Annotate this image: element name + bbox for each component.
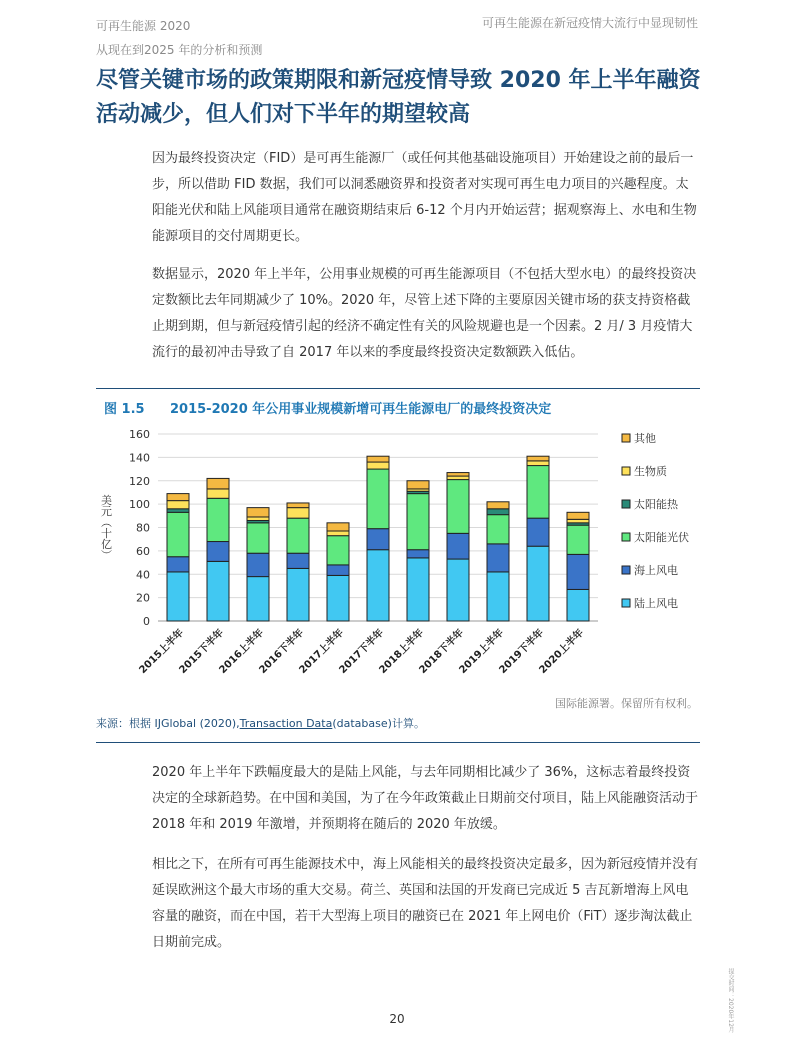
bar-segment [447,473,469,477]
bar-segment [247,577,269,621]
x-tick-label: 2015下半年 [177,627,227,677]
bar-segment [167,557,189,572]
figure-source [96,715,425,731]
bar-segment [447,559,469,621]
bar-segment [327,523,349,531]
y-tick-label: 60 [136,544,150,558]
bar-segment [527,518,549,546]
paragraph-4: 相比之下，在所有可再生能源技术中，海上风能相关的最终投资决定最多，因为新冠疫情并没有延误欧洲这个最大市场的重大交易。荷兰、英国和法国的开发商已完成近 5 吉瓦新增海上风电容量的融资，而在中国，若干大型海上项目的融资已在 2021 年上网电价（FiT）逐步淘汰截止日期前完成。 [152,857,699,950]
bar-segment [367,456,389,462]
bar-segment [527,546,549,621]
figure-number: 图 1.5 [104,402,145,417]
source-link[interactable]: Transaction Data [239,717,333,730]
legend-swatch [622,599,630,607]
x-tick-label: 2019上半年 [457,627,507,677]
bar-segment [567,589,589,621]
bar-segment [367,550,389,621]
bar-segment [407,481,429,489]
y-tick-label: 40 [136,568,150,582]
y-tick-label: 80 [136,521,150,535]
paragraph-3: 2020 年上半年下跌幅度最大的是陆上风能，与去年同期相比减少了 36%，这标志着最终投资决定的全球新趋势。在中国和美国，为了在今年政策截止日期前交付项目，陆上风能融资活动于 2018 年和 2019 年激增，并预期将在随后的 2020 年放缓。 [152,765,699,832]
bar-segment [207,542,229,562]
legend-label: 生物质 [634,465,667,478]
running-header-right: 可再生能源在新冠疫情大流行中显现韧性 [481,16,698,30]
bar-segment [487,515,509,544]
y-tick-label: 20 [136,591,150,605]
bar-segment [567,512,589,519]
bar-segment [447,533,469,559]
x-tick-label: 2017上半年 [297,627,347,677]
bar-segment [487,502,509,509]
bar-segment [287,508,309,519]
bar-segment [247,553,269,576]
bar-segment [247,517,269,521]
bar-segment [567,554,589,589]
bar-segment [567,525,589,554]
paragraph-1: 因为最终投资决定（FID）是可再生能源厂（或任何其他基础设施项目）开始建设之前的最后一步，所以借助 FID 数据，我们可以洞悉融资界和投资者对实现可再生电力项目的兴趣程度。太阳能光伏和陆上风能项目通常在融资期结束后 6-12 个月内开始运营；据观察海上、水电和生物能源项目的交付周期更长。 [152,151,697,244]
bar-segment [447,480,469,534]
legend-swatch [622,434,630,442]
bar-segment [327,531,349,536]
report-subtitle: 从现在到2025 年的分析和预测 [96,43,263,57]
bar-segment [327,575,349,621]
figure-bottom-rule [96,742,700,743]
bar-segment [287,503,309,508]
running-header-left [96,14,262,62]
bar-segment [167,509,189,513]
bar-segment [247,508,269,517]
legend-label: 其他 [634,432,656,445]
bar-segment [527,456,549,461]
bar-segment [207,478,229,489]
bar-segment [487,544,509,572]
bar-segment [527,466,549,519]
source-suffix: (database)计算。 [332,717,425,730]
bar-segment [287,518,309,553]
bar-segment [407,494,429,550]
legend-label: 陆上风电 [634,597,678,610]
x-tick-label: 2017下半年 [337,627,387,677]
bar-segment [167,512,189,556]
bar-segment [287,553,309,568]
bar-segment [207,498,229,541]
y-tick-label: 120 [129,474,150,488]
bar-segment [407,558,429,621]
y-tick-label: 160 [129,428,150,441]
bar-segment [247,523,269,553]
bar-segment [367,529,389,550]
x-tick-label: 2018上半年 [377,627,427,677]
bar-segment [447,476,469,480]
y-tick-label: 100 [129,498,150,512]
source-prefix: 来源：根据 IJGlobal (2020), [96,717,240,730]
page-number: 20 [389,1012,405,1026]
legend-label: 太阳能光伏 [634,531,689,544]
bar-segment [167,494,189,501]
figure-top-rule [96,388,700,389]
bar-segment [487,509,509,515]
figure-title: 2015-2020 年公用事业规模新增可再生能源电厂的最终投资决定 [170,402,552,417]
legend-label: 太阳能热 [634,498,678,511]
report-title: 可再生能源 2020 [96,19,191,33]
bar-segment [167,501,189,509]
bar-segment [567,519,589,523]
y-tick-label: 140 [129,451,150,465]
bar-segment [527,461,549,466]
x-tick-label: 2016下半年 [257,627,307,677]
bar-segment [167,572,189,621]
x-tick-label: 2016上半年 [217,627,267,677]
section-title: 尽管关键市场的政策期限和新冠疫情导致 2020 年上半年融资活动减少，但人们对下半年的期望较高 [96,68,701,127]
bar-segment [207,489,229,498]
bar-segment [287,568,309,621]
x-tick-label: 2020上半年 [537,627,587,677]
x-tick-label: 2019下半年 [497,627,547,677]
bar-segment [327,565,349,576]
side-note: 提交时间：2020年12月 [727,968,734,1033]
bar-segment [207,561,229,621]
fid-stacked-bar-chart [0,420,794,690]
x-tick-label: 2018下半年 [417,627,467,677]
legend-swatch [622,566,630,574]
bar-segment [367,469,389,529]
bar-segment [487,572,509,621]
legend-swatch [622,533,630,541]
legend-swatch [622,500,630,508]
paragraph-2: 数据显示，2020 年上半年，公用事业规模的可再生能源项目（不包括大型水电）的最终投资决定数额比去年同期减少了 10%。2020 年，尽管上述下降的主要原因关键市场的获支持资格截止期到期，但与新冠疫情引起的经济不确定性有关的风险规避也是一个因素。2 月/ 3 月疫情大流行的最初冲击导致了自 2017 年以来的季度最终投资决定数额跌入低估。 [152,267,697,360]
bar-segment [367,462,389,469]
figure-copyright: 国际能源署。保留所有权利。 [555,697,698,710]
bar-segment [407,550,429,558]
bar-segment [327,536,349,565]
y-tick-label: 0 [143,615,150,628]
legend-label: 海上风电 [634,564,678,577]
y-axis-label: 美元（十亿） [99,494,113,561]
x-tick-label: 2015上半年 [137,627,187,677]
legend-swatch [622,467,630,475]
